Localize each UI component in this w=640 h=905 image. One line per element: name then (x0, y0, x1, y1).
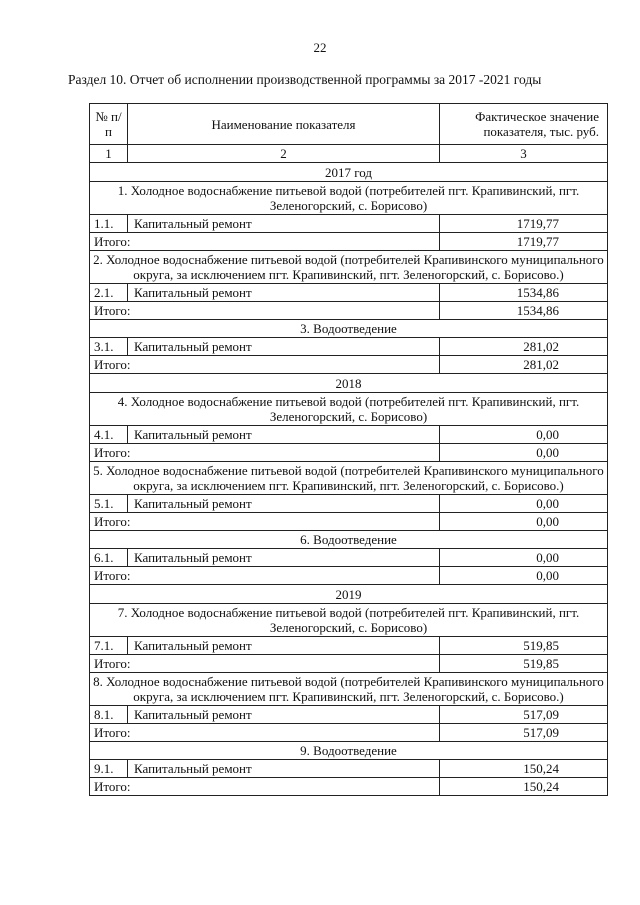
total-value: 0,00 (440, 513, 608, 531)
section-title: 7. Холодное водоснабжение питьевой водой (потребителей пгт. Крапивинский, пгт. Зеленогорский, с. Борисово) (90, 604, 608, 637)
column-index-row (90, 145, 608, 163)
item-value: 517,09 (440, 706, 608, 724)
column-index-2: 2 (128, 145, 440, 163)
total-label: Итого: (90, 356, 440, 374)
report-body (90, 163, 608, 796)
item-name: Капитальный ремонт (128, 426, 440, 444)
section-row (90, 742, 608, 760)
section-row (90, 531, 608, 549)
total-value: 0,00 (440, 567, 608, 585)
total-row (90, 233, 608, 251)
table-row (90, 338, 608, 356)
column-index-3: 3 (440, 145, 608, 163)
item-number: 1.1. (90, 215, 128, 233)
table-row (90, 706, 608, 724)
table-row (90, 549, 608, 567)
total-value: 281,02 (440, 356, 608, 374)
total-label: Итого: (90, 513, 440, 531)
year-label: 2017 год (90, 163, 608, 182)
item-value: 1534,86 (440, 284, 608, 302)
section-title: 2. Холодное водоснабжение питьевой водой (потребителей Крапивинского муниципального округа, за исключением пгт. Крапивинский, пгт. Зеленогорский, с. Борисово.) (90, 251, 608, 284)
section-title: 3. Водоотведение (90, 320, 608, 338)
section-title: 9. Водоотведение (90, 742, 608, 760)
item-value: 0,00 (440, 426, 608, 444)
table-header-row (90, 104, 608, 145)
item-number: 4.1. (90, 426, 128, 444)
item-name: Капитальный ремонт (128, 284, 440, 302)
item-name: Капитальный ремонт (128, 215, 440, 233)
total-row (90, 655, 608, 673)
total-value: 150,24 (440, 778, 608, 796)
item-value: 281,02 (440, 338, 608, 356)
table-row (90, 495, 608, 513)
year-label: 2019 (90, 585, 608, 604)
total-row (90, 444, 608, 462)
item-number: 6.1. (90, 549, 128, 567)
section-title: 6. Водоотведение (90, 531, 608, 549)
table-row (90, 284, 608, 302)
column-index-1: 1 (90, 145, 128, 163)
total-label: Итого: (90, 233, 440, 251)
section-title: 8. Холодное водоснабжение питьевой водой (потребителей Крапивинского муниципального округа, за исключением пгт. Крапивинский, пгт. Зеленогорский, с. Борисово.) (90, 673, 608, 706)
total-label: Итого: (90, 567, 440, 585)
year-label: 2018 (90, 374, 608, 393)
total-value: 0,00 (440, 444, 608, 462)
document-title: Раздел 10. Отчет об исполнении производственной программы за 2017 -2021 годы (68, 72, 542, 87)
item-name: Капитальный ремонт (128, 706, 440, 724)
item-number: 3.1. (90, 338, 128, 356)
table-row (90, 426, 608, 444)
total-row (90, 778, 608, 796)
year-row (90, 374, 608, 393)
header-number: № п/п (90, 104, 128, 145)
table-row (90, 760, 608, 778)
section-row (90, 182, 608, 215)
section-row (90, 673, 608, 706)
header-indicator-name: Наименование показателя (128, 104, 440, 145)
total-value: 519,85 (440, 655, 608, 673)
total-row (90, 513, 608, 531)
section-title: 5. Холодное водоснабжение питьевой водой (потребителей Крапивинского муниципального округа, за исключением пгт. Крапивинский, пгт. Зеленогорский, с. Борисово.) (90, 462, 608, 495)
item-number: 9.1. (90, 760, 128, 778)
section-row (90, 251, 608, 284)
item-number: 2.1. (90, 284, 128, 302)
item-name: Капитальный ремонт (128, 760, 440, 778)
section-row (90, 393, 608, 426)
total-label: Итого: (90, 655, 440, 673)
page-number: 22 (313, 40, 327, 55)
item-value: 150,24 (440, 760, 608, 778)
item-value: 519,85 (440, 637, 608, 655)
table-row (90, 215, 608, 233)
total-label: Итого: (90, 778, 440, 796)
total-value: 1534,86 (440, 302, 608, 320)
item-number: 5.1. (90, 495, 128, 513)
total-value: 1719,77 (440, 233, 608, 251)
total-value: 517,09 (440, 724, 608, 742)
report-table (89, 103, 608, 796)
item-value: 1719,77 (440, 215, 608, 233)
item-value: 0,00 (440, 549, 608, 567)
year-row (90, 163, 608, 182)
total-label: Итого: (90, 444, 440, 462)
total-row (90, 302, 608, 320)
total-row (90, 724, 608, 742)
item-number: 8.1. (90, 706, 128, 724)
item-value: 0,00 (440, 495, 608, 513)
section-title: 1. Холодное водоснабжение питьевой водой (потребителей пгт. Крапивинский, пгт. Зеленогорский, с. Борисово) (90, 182, 608, 215)
total-label: Итого: (90, 724, 440, 742)
section-title: 4. Холодное водоснабжение питьевой водой (потребителей пгт. Крапивинский, пгт. Зеленогорский, с. Борисово) (90, 393, 608, 426)
item-name: Капитальный ремонт (128, 549, 440, 567)
item-number: 7.1. (90, 637, 128, 655)
total-row (90, 567, 608, 585)
section-row (90, 320, 608, 338)
item-name: Капитальный ремонт (128, 338, 440, 356)
header-actual-value: Фактическое значение показателя, тыс. руб. (440, 104, 608, 145)
section-row (90, 604, 608, 637)
section-row (90, 462, 608, 495)
item-name: Капитальный ремонт (128, 637, 440, 655)
year-row (90, 585, 608, 604)
total-label: Итого: (90, 302, 440, 320)
table-row (90, 637, 608, 655)
item-name: Капитальный ремонт (128, 495, 440, 513)
total-row (90, 356, 608, 374)
